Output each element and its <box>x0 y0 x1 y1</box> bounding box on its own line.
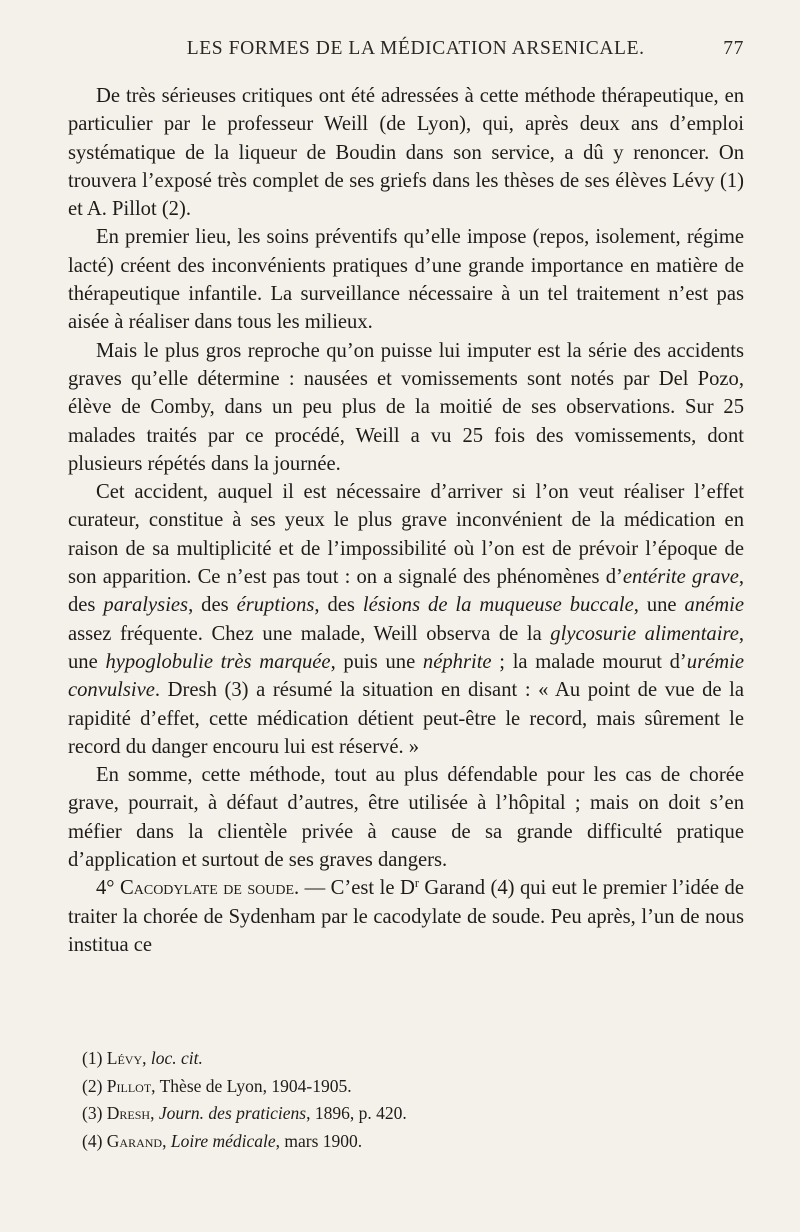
text-run: Garand (4) qui eut le premier l’idée de traiter la chorée de Sydenham par le cacodylate de soude. Peu après, l’un de nous institua ce <box>68 877 744 956</box>
footnote-author: Lévy <box>106 1048 143 1068</box>
footnote <box>68 1128 744 1156</box>
italic-term: glycosurie alimentaire <box>550 622 739 645</box>
footnote-tail: Thèse de Lyon, 1904-1905. <box>159 1075 352 1096</box>
footnote-sep: , <box>142 1048 151 1068</box>
text-run: , des <box>314 594 363 617</box>
italic-term: hypoglobulie très marquée <box>105 650 331 673</box>
footnote-ref: Loire médicale <box>170 1130 276 1151</box>
text-run: , une <box>633 594 685 617</box>
text-run: , une <box>68 622 744 673</box>
italic-term: néphrite <box>422 650 492 673</box>
italic-term: lésions de la muqueuse buccale <box>362 594 634 617</box>
italic-term: urémie convulsive <box>68 650 744 702</box>
superscript: r <box>414 876 419 891</box>
footnote-author: Dresh <box>106 1103 151 1123</box>
footnote-sep: , <box>150 1103 159 1123</box>
footnote-sep: , <box>151 1075 160 1096</box>
footnotes <box>68 1045 744 1155</box>
text-run: ; la malade mourut d’ <box>491 650 687 673</box>
paragraph: En premier lieu, les soins préventifs qu’elle impose (repos, isolement, régime lacté) créent des inconvénients pratiques d’une grande importance en matière de thérapeutique infantile. La surveillance nécessaire à un tel traitement n’est pas aisée à réaliser dans tous les milieux. <box>68 226 744 334</box>
text-run: Cet accident, auquel il est nécessaire d’arriver si l’on veut réaliser l’effet curateur, constitue à ses yeux le plus grave inconvénient de la médication en raison de sa multiplicité et de l’impossibilité où l’on est de prévoir l’époque de son apparition. Ce n’est pas tout : on a signalé des phénomènes d’ <box>68 481 744 589</box>
text-run: — C’est le D <box>299 877 415 900</box>
footnote-ref: Journ. des praticiens <box>158 1103 307 1123</box>
footnote-number: (2) <box>82 1075 103 1096</box>
footnote-ref: loc. cit. <box>150 1048 203 1068</box>
paragraph: En somme, cette méthode, tout au plus défendable pour les cas de chorée grave, pourrait, à défaut d’autres, être utilisée à l’hôpital ; mais on doit s’en méfier dans la clientèle privée à cause de sa grande difficulté pratique d’application et surtout de ses graves dangers. <box>68 764 744 872</box>
italic-term: paralysies <box>103 594 189 617</box>
section-number: 4° <box>96 877 115 900</box>
running-head <box>68 38 744 60</box>
footnote-number: (4) <box>82 1130 103 1151</box>
paragraph <box>68 478 744 761</box>
footnote <box>68 1045 744 1073</box>
footnote-author: Garand <box>106 1130 163 1151</box>
italic-term: anémie <box>684 594 744 617</box>
footnote-author: Pillot <box>106 1075 152 1096</box>
paragraph: Mais le plus gros reproche qu’on puisse lui imputer est la série des accidents graves qu’elle détermine : nausées et vomissements sont notés par Del Pozo, élève de Comby, dans un peu plus de la moitié de ses observations. Sur 25 malades traités par ce procédé, Weill a vu 25 fois des vomissements, dont plusieurs répétés dans la journée. <box>68 339 744 475</box>
page-number: 77 <box>723 38 744 59</box>
text-run: , des <box>188 594 237 617</box>
italic-term: entérite grave <box>622 566 739 589</box>
footnote <box>68 1073 744 1101</box>
footnote-sep: , <box>162 1130 171 1151</box>
text-run: , puis une <box>330 650 423 673</box>
footnote-number: (1) <box>82 1048 103 1068</box>
body-text <box>68 82 744 959</box>
text-run: assez fréquente. Chez une malade, Weill observa de la <box>68 622 551 645</box>
italic-term: éruptions <box>236 594 315 617</box>
running-title: LES FORMES DE LA MÉDICATION ARSENICALE. <box>186 38 645 59</box>
section-heading: Cacodylate de soude. <box>120 877 300 900</box>
footnote-number: (3) <box>82 1103 103 1123</box>
footnote-tail: , mars 1900. <box>275 1130 363 1151</box>
footnote <box>68 1100 744 1128</box>
paragraph: De très sérieuses critiques ont été adressées à cette méthode thérapeutique, en particulier par le professeur Weill (de Lyon), qui, après deux ans d’emploi systématique de la liqueur de Boudin dans son service, a dû y renoncer. On trouvera l’exposé très complet de ses griefs dans les thèses de ses élèves Lévy (1) et A. Pillot (2). <box>68 85 744 221</box>
text-run: , des <box>68 566 744 617</box>
text-run: . Dresh (3) a résumé la situation en disant : « Au point de vue de la rapidité d’effet, cette médication détient peut-être le record, mais sûrement le record du danger encouru lui est réservé. » <box>68 679 744 758</box>
footnote-tail: , 1896, p. 420. <box>306 1103 407 1123</box>
paragraph <box>68 874 744 959</box>
